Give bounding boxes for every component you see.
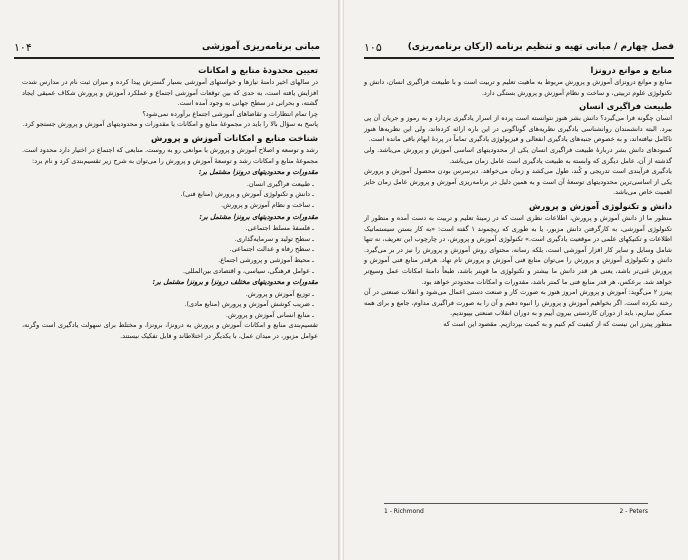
- left-page-body: [22, 62, 318, 342]
- section-heading: تعیین محدودهٔ منابع و امکانات: [198, 65, 318, 75]
- right-header-rule: [364, 57, 674, 59]
- paragraph: پاسخ به سؤال بالا را باید در مجموعهٔ منابع و امکانات یا مقدورات و محدودیتهای آموزش و پرورش جستجو کرد.: [22, 120, 318, 129]
- right-page-title: فصل چهارم / مبانی تهیه و تنظیم برنامه (ارکان برنامه‌ریزی): [407, 42, 674, 52]
- subsection-heading: مقدورات و محدودیتهای مختلف درونزا و برونزا مشتمل بر:: [152, 278, 318, 287]
- list-item: ـ ضریب کوشش آموزش و پرورش (منابع مادی).: [184, 300, 314, 309]
- paragraph: یادگیری فرآیندی است تدریجی و کُند، طول می‌کشد و زمان می‌خواهد. دیرسرس بودن محصول آموزش و پرورش یکی از اساسی‌ترین محدودیتهای توسعهٔ آن است و به همین دلیل در برنامه‌ریزی آموزش و پرورش عامل زمان حایز اهمیت خاص می‌باشد.: [364, 167, 672, 197]
- right-page-header: [364, 38, 674, 56]
- paragraph: کمبودهای دانش بشر دربارهٔ طبیعت فراگیری انسان یکی از محدودیتهای اساسی آموزش و پرورش می‌باشد. ولی گذشته از آن، عامل دیگری که وابسته به طبیعت یادگیری است عامل زمان می‌باشد.: [364, 145, 672, 165]
- footnote-2: 2 - Peters: [619, 508, 648, 515]
- paragraph: منظور پیترز این نیست که از کیفیت کم کنیم و به کمیت بپردازیم. مقصود این است که: [443, 319, 672, 328]
- right-page: [344, 0, 688, 560]
- section-heading: دانش و تکنولوژی آموزش و پرورش: [529, 200, 672, 211]
- paragraph: انسان چگونه فرا می‌گیرد؟ دانش بشر هنوز نتوانسته است پرده از اسرار یادگیری بردارد و به رموز و جریان آن پی ببرد. البته دانشمندان روانشناسی یادگیری نظریه‌های گوناگونی در این باره ارائه کرده‌اند، ولی این نظریه‌ها هنوز ناکامل نیافته‌اند، و به خصوص جنبه‌های یادگیری انفعالی و فیزیولوژی یادگیری تماماً در پردهٔ ابهام باقی مانده است.: [364, 114, 672, 144]
- list-item: ـ عوامل فرهنگی، سیاسی، و اقتصادی بین‌المللی.: [183, 266, 314, 275]
- list-item: ـ محیط آموزشی و پرورشی اجتماع.: [218, 255, 314, 264]
- section-heading: طبیعت فراگیری انسان: [579, 101, 672, 112]
- list-item: ـ ساخت و نظام آموزش و پرورش.: [221, 200, 314, 209]
- paragraph: در سالهای اخیر دامنهٔ نیازها و خواستهای آموزشی بسیار گسترش پیدا کرده و میزان ثبت نام در مدارس شدت افزایش یافته است، به حدی که بین توقعات آموزشی اجتماع و عملکرد آموزش و پرورش شکاف عمیقی ایجاد گشته، و بحرانی در سطح جهانی به وجود آمده است.: [22, 78, 318, 108]
- paragraph: رشد و توسعه و اصلاح آموزش و پرورش با موانعی رو به روست. منابعی که اجتماع در اختیار دارد محدود است. مجموعهٔ منابع و امکانات رشد و توسعهٔ آموزش و پرورش را می‌توان به شرح زیر تقسیم‌بندی کرد و نام برد:: [22, 145, 318, 165]
- paragraph: تقسیم‌بندی منابع و امکانات آموزش و پرورش به درونزا، برونزا، و مختلط برای سهولت یادگیری است وگرنه، عوامل مزبور، در میدان عمل، با یکدیگر در اختلاطاند و قابل تفکیک نیستند.: [22, 321, 318, 341]
- list-item: ـ توزیع آموزش و پرورش.: [245, 289, 314, 298]
- paragraph: چرا تمام انتظارات و تقاضاهای آموزشی اجتماع برآورده نمی‌شود؟: [142, 109, 318, 118]
- left-header-rule: [14, 57, 320, 59]
- list-item: ـ منابع انسانی آموزش و پرورش.: [225, 310, 314, 319]
- list-item: ـ سطح تولید و سرمایه‌گذاری.: [234, 234, 314, 243]
- footnotes: [384, 503, 648, 515]
- list-item: ـ فلسفهٔ مسلط اجتماعی.: [245, 224, 314, 233]
- subsection-heading: مقدورات و محدودیتهای درونزا مشتمل بر:: [198, 168, 318, 177]
- paragraph: پیترز ۲ می‌گوید: آموزش و پرورش امروز هنوز به صورت کار و صنعت دستی اعمال می‌شود و انقلاب صنعتی در آن رخنه نکرده است. اگر بخواهیم آموزش و پرورش را انبوه دهیم و آن را به صورت فراگیری مداوم، جامع و برای همه ممکن سازیم، باید از دوران کاردستی بیرون آییم و به دوران انقلاب صنعتی بپیوندیم.: [364, 288, 672, 318]
- right-page-number: ۱۰۵: [364, 40, 382, 54]
- list-item: ـ سطح رفاه و عدالت اجتماعی.: [229, 245, 314, 254]
- left-page-title: مبانی برنامه‌ریزی آموزشی: [202, 42, 320, 52]
- left-page: [0, 0, 338, 560]
- footnote-1: 1 - Richmond: [384, 508, 424, 515]
- list-item: ـ دانش و تکنولوژی آموزش و پرورش (منابع فنی).: [180, 190, 314, 199]
- left-page-number: ۱۰۴: [14, 40, 32, 54]
- right-page-body: [364, 62, 672, 329]
- list-item: ـ طبیعت فراگیری انسان.: [246, 179, 314, 188]
- left-page-header: [14, 38, 320, 56]
- section-heading: شناخت منابع و امکانات آموزش و پرورش: [150, 132, 318, 143]
- section-heading: منابع و موانع درونزا: [590, 65, 672, 75]
- paragraph: منظور ما از دانش آموزش و پرورش، اطلاعات نظری است که در زمینهٔ تعلیم و تربیت به دست آمده و منظور از تکنولوژی آموزشی، به کارگرفتن دانش مزبور، یا به طوری که ریچموند ۱ گفته است: «به کار بستن سیستماتیک اطلاعات و تکنیکهای علمی در موقعیت یادگیری است.» تکنولوژی آموزش و پرورش، در چارچوب این تعریف، نه تنها شامل وسایل و سایر کار افزار آموزشی است، بلکه رسانه، محتوای روش آموزش و پرورش را نیز در بر می‌گیرد. دانش و تکنولوژی آموزش و پرورش را می‌توان منابع فنی آموزش و پرورش نام نهاد. هرقدر منابع فنی آموزش و پرورش غنی‌تر باشد، یعنی هر قدر دانش ما بیشتر و تکنولوژی ما قویتر باشد، طبعاً دامنهٔ امکانات عمل وسیع‌تر خواهد شد. برعکس، هر قدر منابع فنی ما کمتر باشد، مقدورات و امکانات محدودتر خواهد بود.: [364, 213, 672, 286]
- paragraph: منابع و موانع درونزای آموزش و پرورش مربوط به ماهیت تعلیم و تربیت است و با طبیعت فراگیری انسان، دانش و تکنولوژی علوم تربیتی، و ساخت و نظام آموزش و پرورش بستگی دارد.: [364, 78, 672, 97]
- subsection-heading: مقدورات و محدودیتهای برونزا مشتمل بر:: [199, 212, 318, 221]
